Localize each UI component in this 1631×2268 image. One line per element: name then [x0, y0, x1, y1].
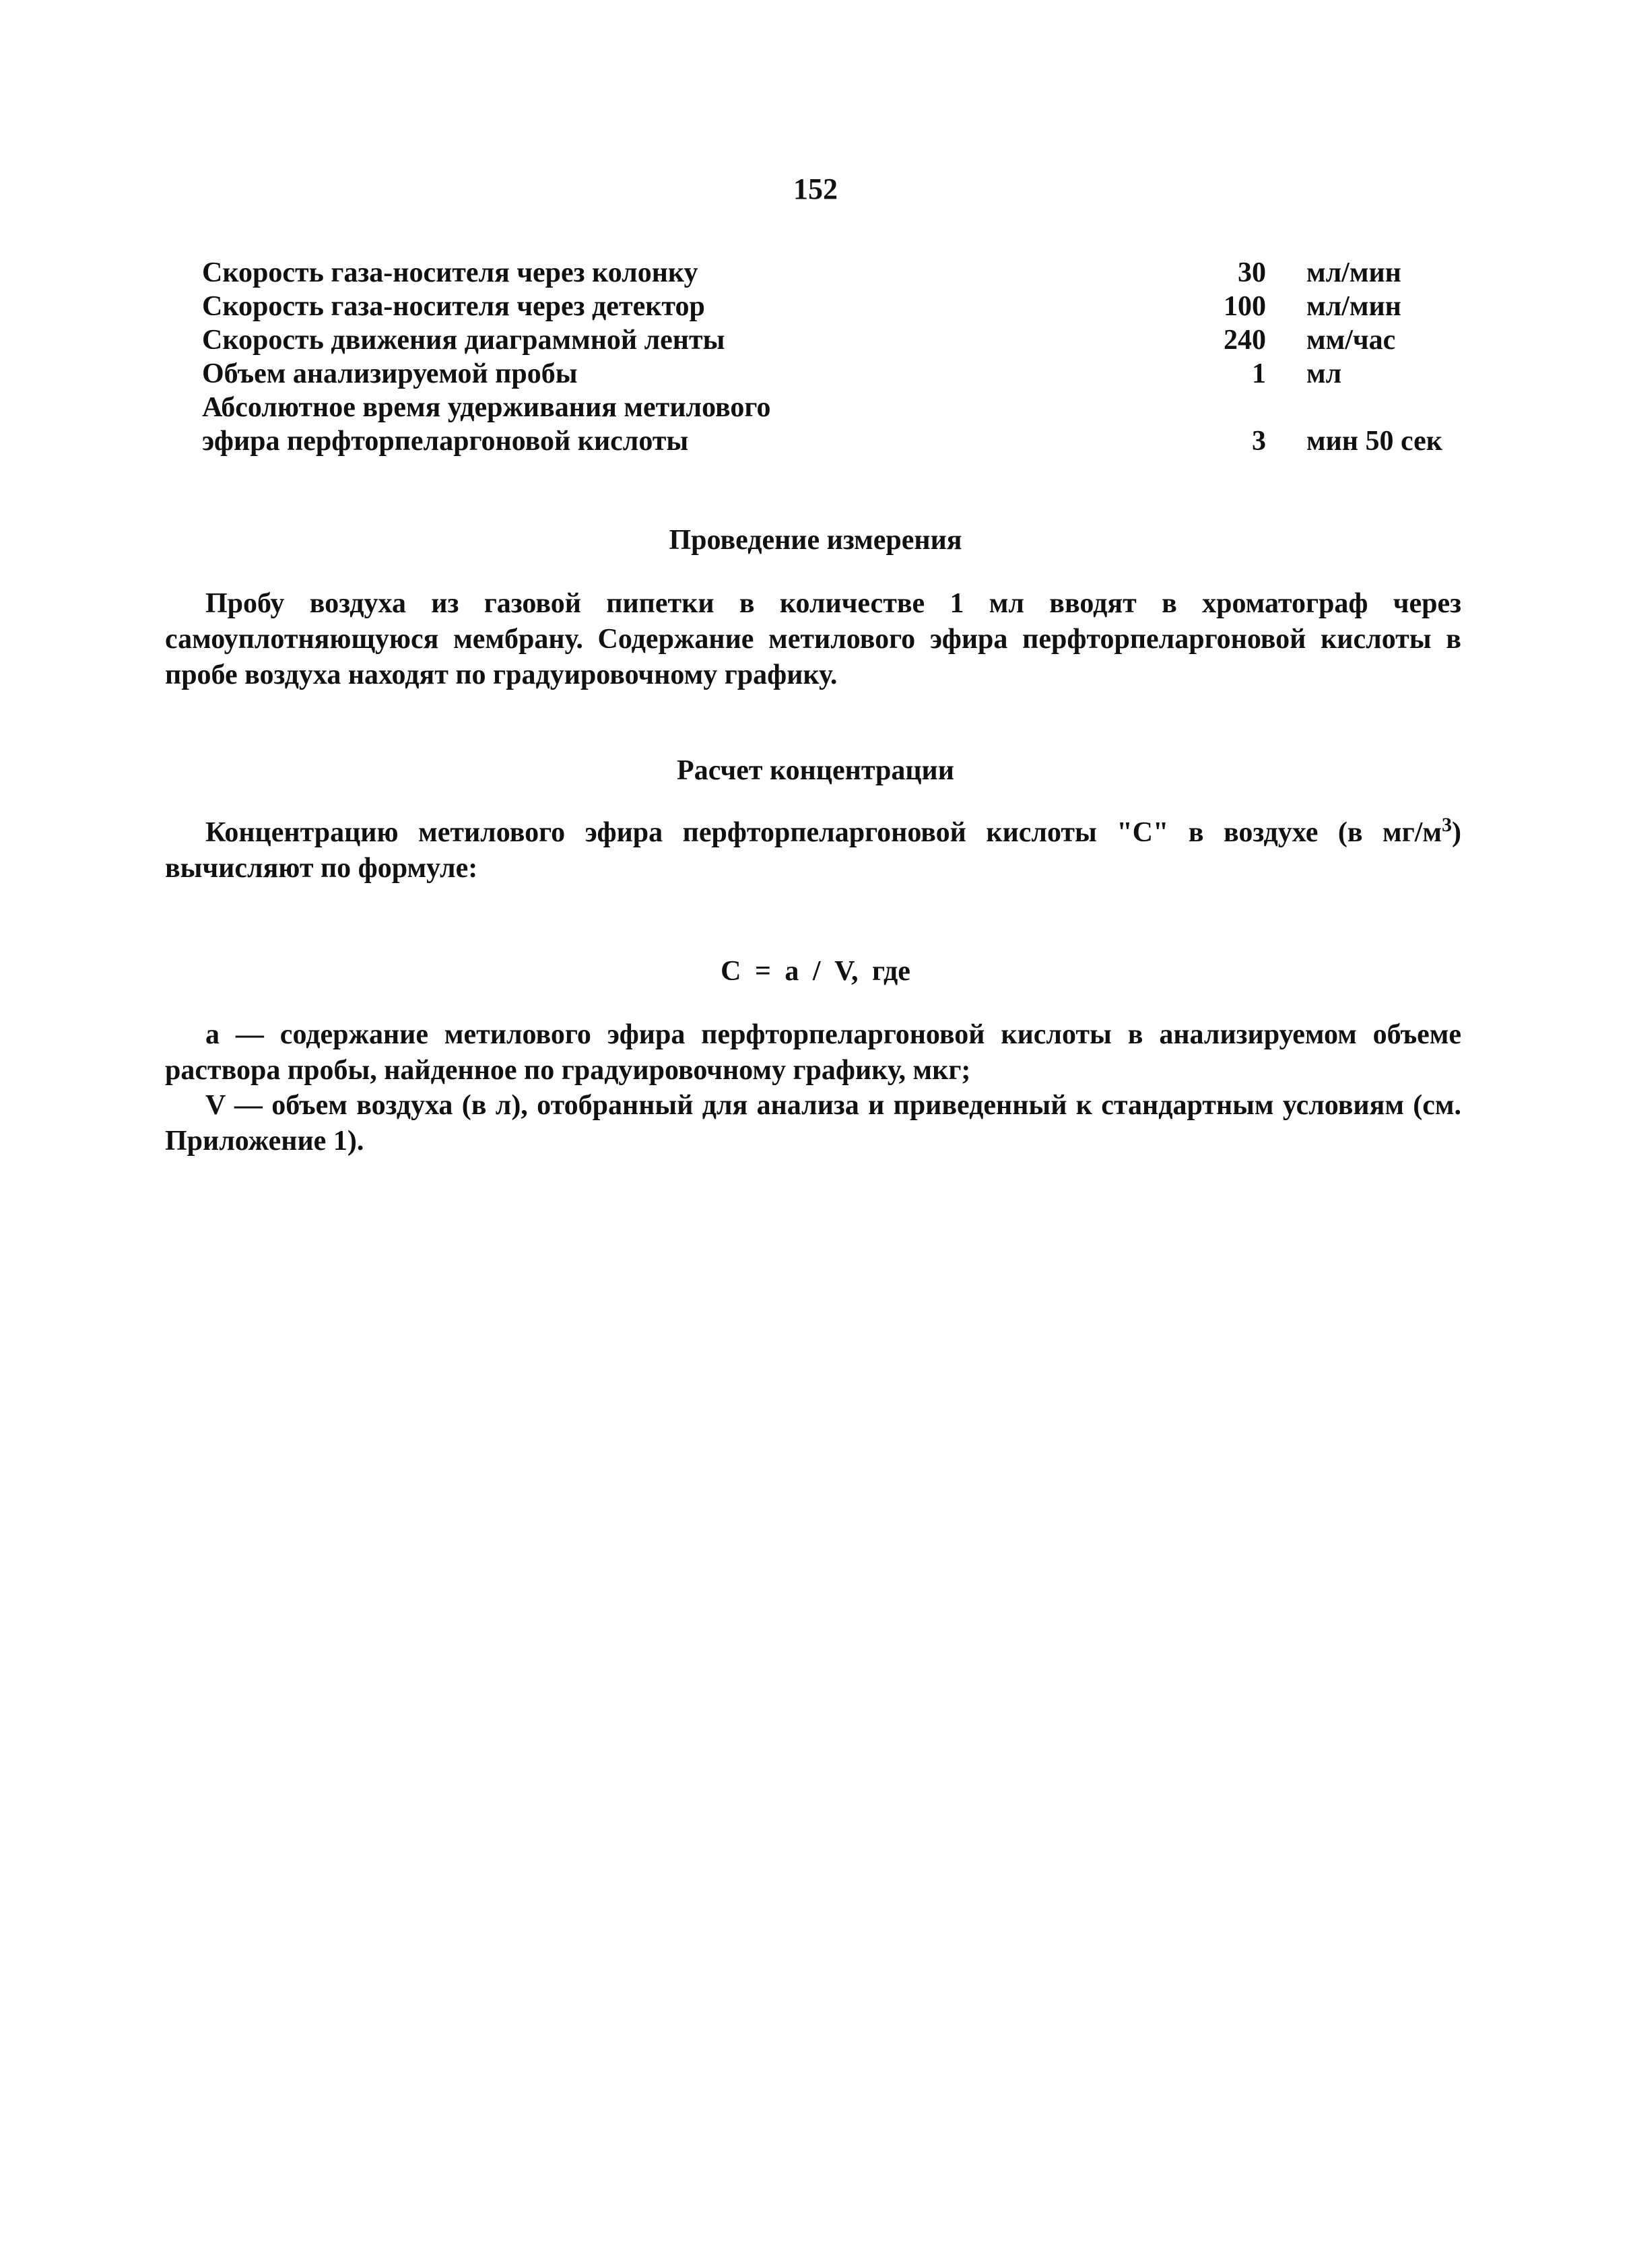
parameter-name: Скорость газа-носителя через детектор	[202, 291, 705, 322]
parameter-value: 100	[1224, 291, 1266, 322]
parameter-name: эфира перфторпеларгоновой кислоты	[202, 426, 689, 457]
parameter-unit: мм/час	[1306, 325, 1396, 356]
definition-a: а — содержание метилового эфира перфторпеларгоновой кислоты в анализируемом объеме раствора пробы, найденное по градуировочному графику, мкг;	[165, 1019, 1461, 1086]
parameter-value: 240	[1224, 325, 1266, 356]
formula: С = а / V, где	[721, 956, 910, 987]
unit-superscript: 3	[1442, 814, 1452, 836]
definition-v: V — объем воздуха (в л), отобранный для анализа и приведенный к стандартным условиям (см. Приложение 1).	[165, 1090, 1461, 1157]
parameters-table	[202, 256, 1443, 458]
parameter-value: 3	[1252, 426, 1266, 457]
parameter-unit: мин 50 сек	[1306, 426, 1443, 457]
parameter-row	[202, 256, 1401, 290]
section-title-measurement: Проведение измерения	[669, 525, 962, 556]
measurement-paragraph: Пробу воздуха из газовой пипетки в количестве 1 мл вводят в хроматограф через самоуплотняющуюся мембрану. Содержание метилового эфира перфторпеларгоновой кислоты в пробе воздуха находят по градуировочному графику.	[165, 588, 1461, 690]
section-title-calculation: Расчет концентрации	[677, 755, 954, 786]
parameter-name: Абсолютное время удерживания метилового	[202, 392, 771, 423]
parameter-row	[202, 357, 1347, 391]
parameter-value: 30	[1238, 257, 1266, 288]
calculation-text: Концентрацию метилового эфира перфторпеларгоновой кислоты "С" в воздухе (в мг/м	[205, 817, 1442, 848]
parameter-unit: мл/мин	[1306, 257, 1401, 288]
parameter-name: Скорость газа-носителя через колонку	[202, 257, 698, 288]
page-number: 152	[793, 172, 838, 205]
parameter-value: 1	[1252, 358, 1266, 389]
parameter-row	[202, 391, 1347, 424]
parameter-name: Объем анализируемой пробы	[202, 358, 578, 389]
parameter-name: Скорость движения диаграммной ленты	[202, 325, 725, 356]
calculation-text-tail: ) вычисляют по формуле:	[165, 817, 1461, 884]
parameter-unit: мл/мин	[1306, 291, 1401, 322]
parameter-row	[202, 424, 1443, 458]
parameter-unit: мл	[1306, 358, 1342, 389]
parameter-row	[202, 323, 1396, 357]
parameter-row	[202, 290, 1401, 323]
calculation-paragraph	[165, 815, 1461, 886]
